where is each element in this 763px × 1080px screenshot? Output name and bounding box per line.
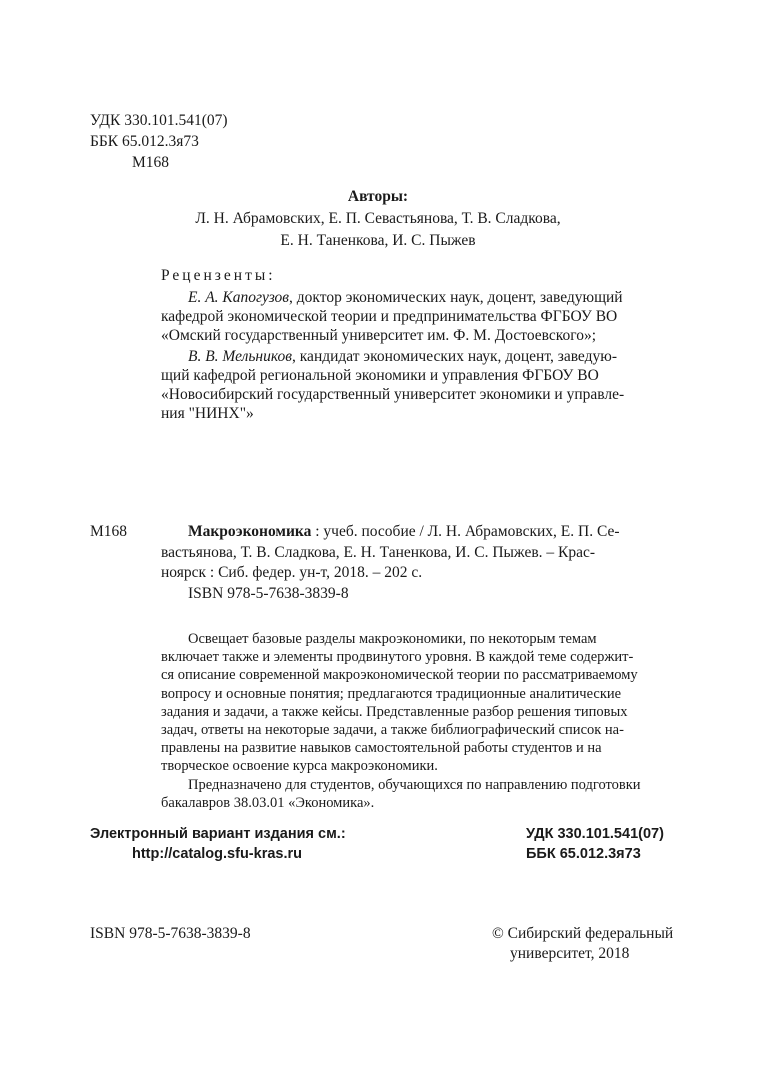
bib-sign: М168 bbox=[90, 523, 128, 540]
reviewer-2-line-1: В. В. Мельников, кандидат экономических наук, доцент, заведую- bbox=[188, 348, 617, 365]
electronic-version-label: Электронный вариант издания см.: bbox=[90, 826, 346, 842]
reviewer-2 bbox=[161, 347, 675, 423]
reviewer-1-line-2: кафедрой экономической теории и предпринимательства ФГБОУ ВО bbox=[161, 308, 618, 325]
reviewer-1-line-1: Е. А. Капогузов, доктор экономических наук, доцент, заведующий bbox=[188, 289, 623, 306]
annotation-p2-line-1: Предназначено для студентов, обучающихся по направлению подготовки bbox=[188, 776, 641, 793]
annotation-p1-line-2: включает также и элементы продвинутого уровня. В каждой теме содержит- bbox=[161, 649, 634, 666]
udk-code: УДК 330.101.541(07) bbox=[90, 112, 228, 129]
bbk-code: ББК 65.012.3я73 bbox=[90, 133, 199, 150]
reviewer-2-line-4: ния "НИНХ"» bbox=[161, 405, 254, 422]
copyright-line-1: © Сибирский федеральный bbox=[492, 925, 674, 942]
annotation-p1-line-6: задач, ответы на некоторые задачи, а также библиографический список на- bbox=[161, 722, 624, 739]
annotation-p1-line-5: задания и задачи, а также кейсы. Представленные разбор решения типовых bbox=[161, 703, 628, 720]
bib-title: Макроэкономика bbox=[188, 523, 312, 540]
annotation-p1-line-1: Освещает базовые разделы макроэкономики, по некоторым темам bbox=[188, 631, 597, 647]
annotation-p1-line-7: правлены на развитие навыков самостоятельной работы студентов и на bbox=[161, 740, 602, 757]
footer-isbn: ISBN 978-5-7638-3839-8 bbox=[90, 925, 251, 942]
annotation-p1-line-4: вопросу и основные понятия; предлагаются традиционные аналитические bbox=[161, 685, 622, 702]
copyright-line-2: университет, 2018 bbox=[510, 945, 630, 962]
authors-heading: Авторы: bbox=[347, 188, 409, 205]
bib-entry bbox=[161, 522, 675, 604]
catalog-url[interactable]: http://catalog.sfu-kras.ru bbox=[132, 846, 302, 862]
reviewers-heading: Рецензенты: bbox=[161, 267, 276, 284]
reviewer-2-line-3: «Новосибирский государственный университет экономики и управле- bbox=[161, 386, 625, 403]
author-sign: М168 bbox=[132, 154, 170, 171]
footer-udk: УДК 330.101.541(07) bbox=[526, 826, 664, 842]
bib-line-1: Макроэкономика : учеб. пособие / Л. Н. Абрамовских, Е. П. Се- bbox=[188, 523, 620, 540]
annotation-p1-line-8: творческое освоение курса макроэкономики. bbox=[161, 758, 438, 775]
bib-line-3: ноярск : Сиб. федер. ун-т, 2018. – 202 с. bbox=[161, 564, 423, 581]
authors-line-1: Л. Н. Абрамовских, Е. П. Севастьянова, Т. В. Сладкова, bbox=[195, 210, 561, 227]
authors-block bbox=[163, 187, 593, 250]
reviewer-1-line-3: «Омский государственный университет им. Ф. М. Достоевского»; bbox=[161, 327, 597, 344]
bib-line-2: вастьянова, Т. В. Сладкова, Е. Н. Таненкова, И. С. Пыжев. – Крас- bbox=[161, 543, 596, 561]
annotation-p2-line-2: бакалавров 38.03.01 «Экономика». bbox=[161, 794, 375, 811]
bib-isbn: ISBN 978-5-7638-3839-8 bbox=[188, 584, 349, 602]
authors-line-2: Е. Н. Таненкова, И. С. Пыжев bbox=[280, 232, 476, 249]
footer-bbk: ББК 65.012.3я73 bbox=[526, 846, 641, 862]
reviewer-2-name: В. В. Мельников bbox=[188, 348, 293, 365]
reviewer-2-line-2: щий кафедрой региональной экономики и управления ФГБОУ ВО bbox=[161, 367, 599, 384]
annotation bbox=[161, 630, 675, 812]
reviewer-1 bbox=[161, 288, 675, 345]
annotation-p1-line-3: ся описание современной макроэкономической теории по рассматриваемому bbox=[161, 667, 638, 684]
reviewer-1-name: Е. А. Капогузов bbox=[188, 289, 290, 306]
